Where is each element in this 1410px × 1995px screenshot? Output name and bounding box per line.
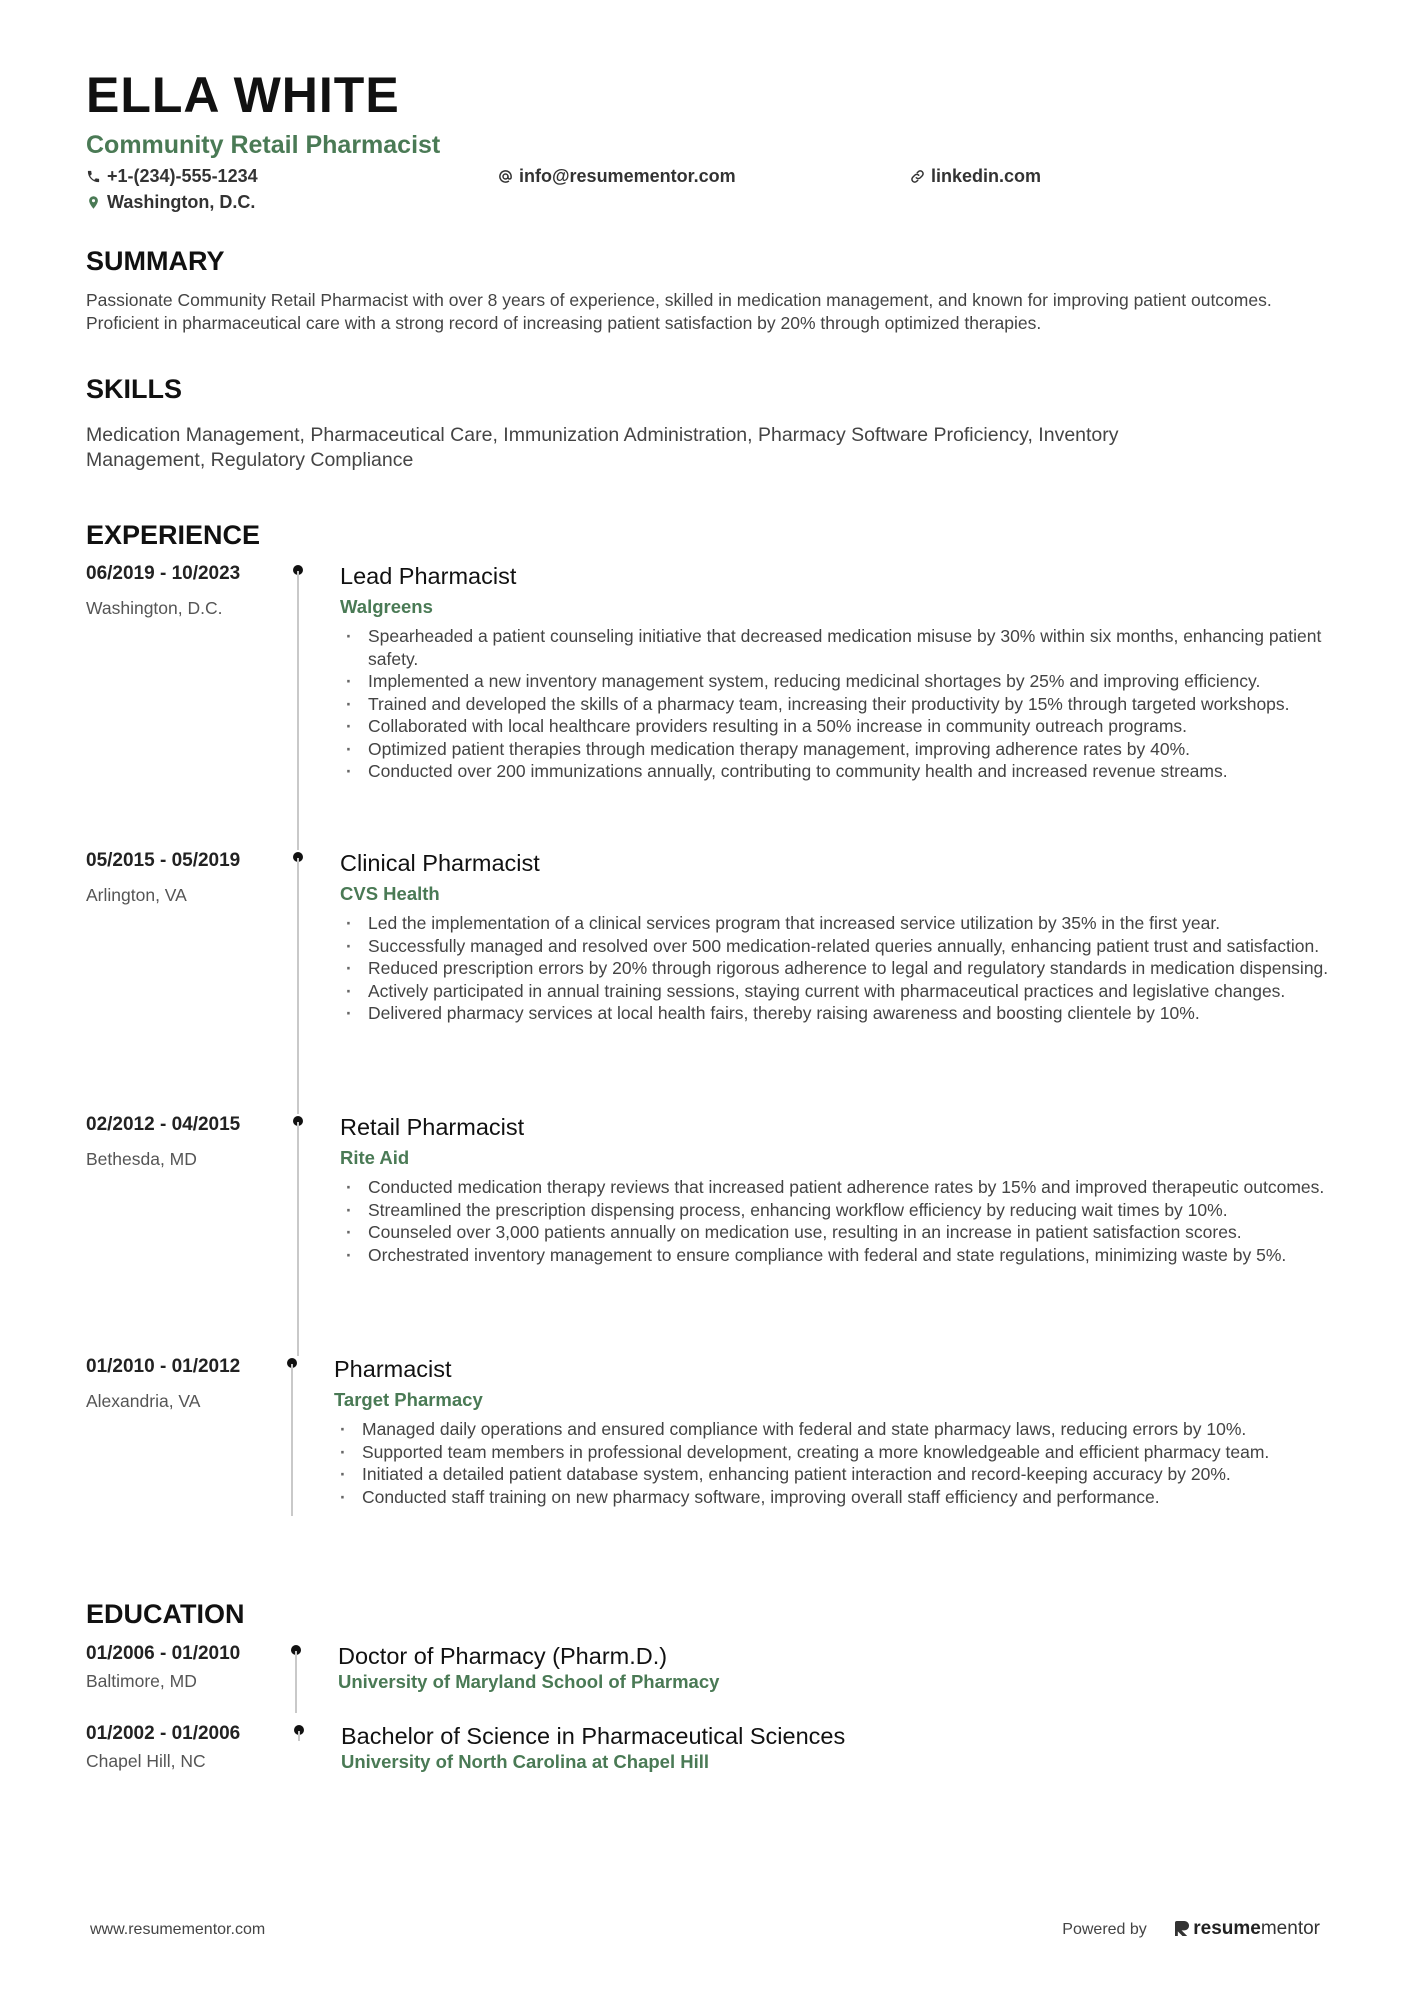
achievement-item: · Orchestrated inventory management to ensure compliance with federal and state regulations, minimizing waste by 5%. bbox=[340, 1244, 1340, 1267]
achievement-item: · Initiated a detailed patient database system, enhancing patient interaction and record-keeping accuracy by 20%. bbox=[334, 1463, 1334, 1486]
job-dates: 05/2015 - 05/2019 bbox=[86, 850, 241, 871]
achievement-item: · Conducted staff training on new pharmacy software, improving overall staff efficiency and performance. bbox=[334, 1486, 1334, 1509]
achievement-item: · Spearheaded a patient counseling initiative that decreased medication misuse by 30% within six months, enhancing patient safety. bbox=[340, 625, 1340, 670]
achievement-item: · Trained and developed the skills of a pharmacy team, increasing their productivity by 15% through targeted workshops. bbox=[340, 693, 1340, 716]
education-location: Chapel Hill, NC bbox=[86, 1751, 206, 1771]
resumementor-logo[interactable] bbox=[1175, 1918, 1320, 1939]
summary-text: Passionate Community Retail Pharmacist with over 8 years of experience, skilled in medication management, and known for improving patient outcomes. Proficient in pharmaceutical care with a strong record of increasing patient satisfaction by 20% through optimized therapies. bbox=[86, 290, 1272, 333]
skills-heading: SKILLS bbox=[86, 374, 183, 404]
skills-text: Medication Management, Pharmaceutical Care, Immunization Administration, Pharmacy Software Proficiency, Inventory Management, Regulatory Compliance bbox=[86, 424, 1119, 471]
job-dates: 01/2010 - 01/2012 bbox=[86, 1356, 241, 1377]
timeline-line bbox=[297, 571, 299, 850]
candidate-title: Community Retail Pharmacist bbox=[86, 131, 441, 159]
school-name: University of North Carolina at Chapel Hill bbox=[341, 1751, 710, 1772]
phone-icon bbox=[86, 169, 101, 184]
job-title: Clinical Pharmacist bbox=[340, 850, 540, 876]
summary-heading: SUMMARY bbox=[86, 246, 225, 276]
education-location: Baltimore, MD bbox=[86, 1671, 197, 1691]
phone-contact bbox=[86, 167, 258, 185]
achievement-list bbox=[340, 1176, 1340, 1266]
at-icon bbox=[498, 169, 513, 184]
job-title: Lead Pharmacist bbox=[340, 563, 517, 589]
achievement-item: · Conducted over 200 immunizations annually, contributing to community health and increased revenue streams. bbox=[340, 760, 1340, 783]
job-title: Pharmacist bbox=[334, 1356, 452, 1382]
timeline-line bbox=[297, 1122, 299, 1356]
company-name: Rite Aid bbox=[340, 1147, 410, 1168]
achievement-item: · Reduced prescription errors by 20% through rigorous adherence to legal and regulatory standards in medication dispensing. bbox=[340, 957, 1340, 980]
achievement-item: · Optimized patient therapies through medication therapy management, improving adherence rates by 40%. bbox=[340, 738, 1340, 761]
timeline-line bbox=[295, 1651, 297, 1713]
resumementor-logo-icon bbox=[1175, 1920, 1190, 1937]
education-dates: 01/2006 - 01/2010 bbox=[86, 1643, 241, 1664]
email-text: info@resumementor.com bbox=[519, 166, 736, 186]
location-contact bbox=[86, 193, 255, 211]
job-location: Washington, D.C. bbox=[86, 598, 223, 618]
school-name: University of Maryland School of Pharmacy bbox=[338, 1671, 720, 1692]
achievement-list bbox=[334, 1418, 1334, 1508]
job-dates: 06/2019 - 10/2023 bbox=[86, 563, 241, 584]
achievement-item: · Collaborated with local healthcare providers resulting in a 50% increase in community outreach programs. bbox=[340, 715, 1340, 738]
footer-website-link[interactable]: www.resumementor.com bbox=[90, 1921, 266, 1938]
email-contact[interactable] bbox=[498, 167, 736, 185]
experience-heading: EXPERIENCE bbox=[86, 520, 261, 550]
timeline-line bbox=[298, 1731, 300, 1741]
achievement-item: · Streamlined the prescription dispensing process, enhancing workflow efficiency by reducing wait times by 10%. bbox=[340, 1199, 1340, 1222]
education-dates: 01/2002 - 01/2006 bbox=[86, 1723, 241, 1744]
achievement-item: · Managed daily operations and ensured compliance with federal and state pharmacy laws, reducing errors by 10%. bbox=[334, 1418, 1334, 1441]
timeline-line bbox=[297, 858, 299, 1114]
phone-text: +1-(234)-555-1234 bbox=[107, 166, 258, 186]
brand-bold-text: resume bbox=[1193, 1918, 1261, 1939]
powered-by-label: Powered by bbox=[1062, 1921, 1147, 1938]
location-text: Washington, D.C. bbox=[107, 192, 256, 212]
achievement-item: · Delivered pharmacy services at local health fairs, thereby raising awareness and boosting clientele by 10%. bbox=[340, 1002, 1340, 1025]
location-pin-icon bbox=[86, 195, 101, 210]
achievement-list bbox=[340, 625, 1340, 783]
degree-title: Bachelor of Science in Pharmaceutical Sciences bbox=[341, 1723, 846, 1749]
company-name: Target Pharmacy bbox=[334, 1389, 483, 1410]
achievement-item: · Actively participated in annual training sessions, staying current with pharmaceutical practices and legislative changes. bbox=[340, 980, 1340, 1003]
achievement-item: · Supported team members in professional development, creating a more knowledgeable and efficient pharmacy team. bbox=[334, 1441, 1334, 1464]
timeline-line bbox=[291, 1364, 293, 1516]
achievement-item: · Implemented a new inventory management system, reducing medicinal shortages by 25% and improving efficiency. bbox=[340, 670, 1340, 693]
link-icon bbox=[910, 169, 925, 184]
degree-title: Doctor of Pharmacy (Pharm.D.) bbox=[338, 1643, 668, 1669]
company-name: Walgreens bbox=[340, 596, 433, 617]
linkedin-text: linkedin.com bbox=[931, 166, 1042, 186]
achievement-item: · Counseled over 3,000 patients annually on medication use, resulting in an increase in patient satisfaction scores. bbox=[340, 1221, 1340, 1244]
education-heading: EDUCATION bbox=[86, 1599, 245, 1629]
job-location: Alexandria, VA bbox=[86, 1391, 201, 1411]
achievement-item: · Conducted medication therapy reviews that increased patient adherence rates by 15% and improved therapeutic outcomes. bbox=[340, 1176, 1340, 1199]
company-name: CVS Health bbox=[340, 883, 440, 904]
job-location: Arlington, VA bbox=[86, 885, 187, 905]
footer-powered-by bbox=[1062, 1918, 1320, 1940]
job-title: Retail Pharmacist bbox=[340, 1114, 525, 1140]
candidate-name: ELLA WHITE bbox=[86, 67, 400, 123]
brand-rest-text: mentor bbox=[1260, 1918, 1320, 1939]
linkedin-contact[interactable] bbox=[910, 167, 1041, 185]
achievement-item: · Led the implementation of a clinical services program that increased service utilization by 35% in the first year. bbox=[340, 912, 1340, 935]
job-dates: 02/2012 - 04/2015 bbox=[86, 1114, 241, 1135]
achievement-item: · Successfully managed and resolved over 500 medication-related queries annually, enhancing patient trust and satisfaction. bbox=[340, 935, 1340, 958]
achievement-list bbox=[340, 912, 1340, 1025]
job-location: Bethesda, MD bbox=[86, 1149, 197, 1169]
